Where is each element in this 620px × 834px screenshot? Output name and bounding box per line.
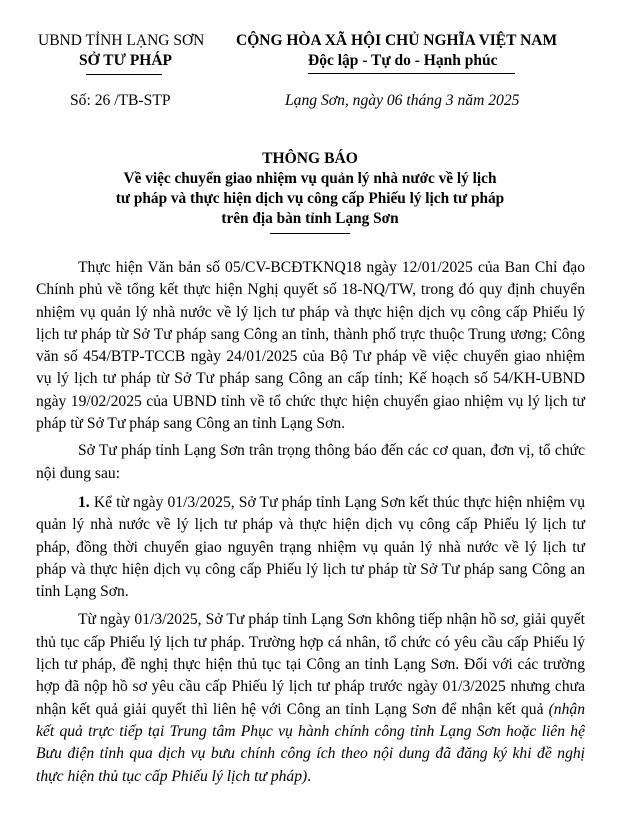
paragraph-3: 1. Kể từ ngày 01/3/2025, Sở Tư pháp tỉnh Lạng Sơn kết thúc thực hiện nhiệm vụ quản lý nhà nước về lý lịch tư pháp và thực hiện dịch vụ công cấp Phiếu lý lịch tư pháp, đồng thời chuyển giao nguyên trạng nhiệm vụ quản lý nhà nước về lý lịch tư pháp và thực hiện dịch vụ công cấp Phiếu lý lịch tư pháp từ Sở Tư pháp sang Công an tỉnh Lạng Sơn. — [36, 493, 585, 601]
item-number: 1. — [78, 493, 90, 511]
notice-heading: THÔNG BÁO — [262, 150, 358, 167]
paragraph-4: Từ ngày 01/3/2025, Sở Tư pháp tỉnh Lạng Sơn không tiếp nhận hồ sơ, giải quyết thủ tục cấp Phiếu lý lịch tư pháp. Trường hợp cá nhân, tổ chức có yêu cầu cấp Phiếu lý lịch tư pháp, đề nghị thực hiện thủ tục tại Công an tỉnh Lạng Sơn. Đối với các trường hợp đã nộp hồ sơ yêu cầu cấp Phiếu lý lịch tư pháp trước ngày 01/3/2025 nhưng chưa nhận kết quả giải quyết thì liên hệ với Công an tỉnh Lạng Sơn để nhận kết quả (nhận kết quả trực tiếp tại Trung tâm Phục vụ hành chính công tỉnh Lạng Sơn hoặc liên hệ Bưu điện tỉnh qua dịch vụ bưu chính công ích theo nội dung đã đăng ký khi đề nghị thực hiện thủ tục cấp Phiếu lý lịch tư pháp). — [36, 611, 585, 785]
document-number: Số: 26 /TB-STP — [70, 92, 171, 109]
paragraph-2: Sở Tư pháp tỉnh Lạng Sơn trân trọng thông báo đến các cơ quan, đơn vị, tổ chức nội dung sau: — [36, 442, 585, 482]
subject-line-1: Về việc chuyển giao nhiệm vụ quản lý nhà nước về lý lịch — [123, 170, 497, 187]
title-underline — [270, 233, 350, 234]
agency-top: UBND TỈNH LẠNG SƠN — [38, 32, 205, 49]
motto-underline — [308, 73, 515, 74]
nation-title: CỘNG HÒA XÃ HỘI CHỦ NGHĨA VIỆT NAM — [236, 32, 558, 49]
subject-line-2: tư pháp và thực hiện dịch vụ công cấp Phiếu lý lịch tư pháp — [115, 190, 505, 207]
agency-underline — [86, 74, 162, 75]
agency-name: SỞ TƯ PHÁP — [79, 52, 173, 69]
document-body — [36, 257, 585, 788]
subject-line-3: trên địa bàn tỉnh Lạng Sơn — [221, 210, 399, 227]
pickup-note: (nhận kết quả trực tiếp tại Trung tâm Phục vụ hành chính công tỉnh Lạng Sơn hoặc liên hệ Bưu điện tỉnh qua dịch vụ bưu chính công ích theo nội dung đã đăng ký khi đề nghị thực hiện thủ tục cấp Phiếu lý lịch tư pháp) — [36, 700, 585, 785]
motto: Độc lập - Tự do - Hạnh phúc — [308, 52, 498, 69]
place-date: Lạng Sơn, ngày 06 tháng 3 năm 2025 — [285, 92, 520, 109]
paragraph-1: Thực hiện Văn bản số 05/CV-BCĐTKNQ18 ngày 12/01/2025 của Ban Chỉ đạo Chính phủ về tổng kết thực hiện Nghị quyết số 18-NQ/TW, trong đó quy định chuyển nhiệm vụ quản lý nhà nước về lý lịch tư pháp và thực hiện dịch vụ công cấp Phiếu lý lịch tư pháp từ Sở Tư pháp sang Công an tỉnh, thành phố trực thuộc Trung ương; Công văn số 454/BTP-TCCB ngày 24/01/2025 của Bộ Tư pháp về việc chuyển giao nhiệm vụ lý lịch tư pháp từ Sở Tư pháp sang Công an cấp tỉnh; Kế hoạch số 54/KH-UBND ngày 19/02/2025 của UBND tỉnh về tổ chức thực hiện chuyển giao nhiệm vụ lý lịch tư pháp từ Sở Tư pháp sang Công an tỉnh Lạng Sơn. — [36, 259, 585, 433]
